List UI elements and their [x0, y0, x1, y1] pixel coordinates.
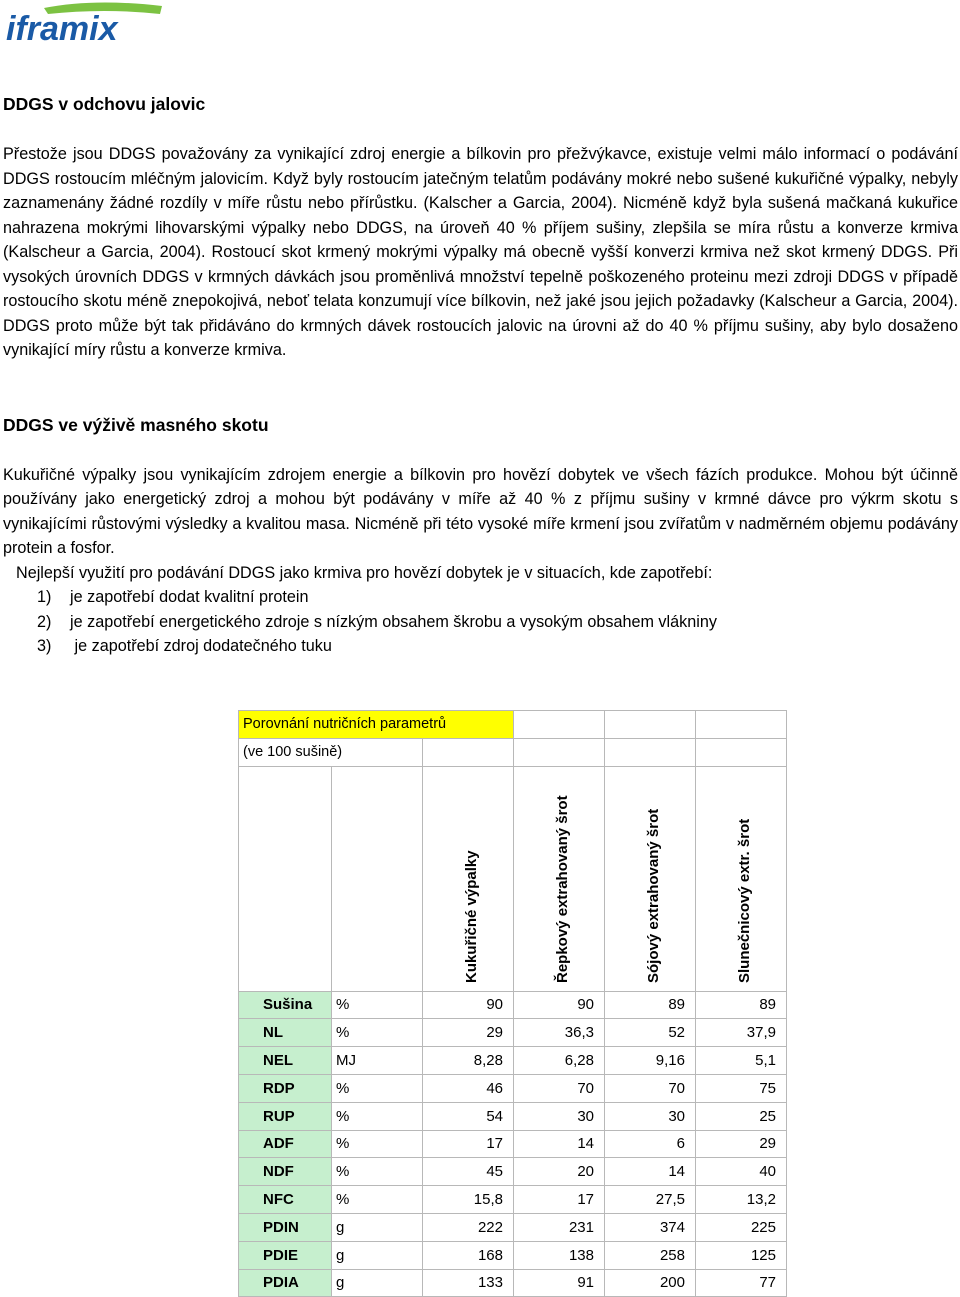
- cell-value: 37,9: [696, 1019, 787, 1047]
- cell-value: 30: [514, 1102, 605, 1130]
- cell-value: 258: [605, 1241, 696, 1269]
- column-header: Sójový extrahovaný šrot: [605, 766, 696, 991]
- table-row: [239, 1047, 787, 1075]
- row-name: ADF: [239, 1130, 332, 1158]
- cell-value: 27,5: [605, 1186, 696, 1214]
- cell-value: 29: [696, 1130, 787, 1158]
- row-unit: %: [332, 1130, 423, 1158]
- cell-value: 6: [605, 1130, 696, 1158]
- cell-value: 6,28: [514, 1047, 605, 1075]
- cell-value: 91: [514, 1269, 605, 1297]
- row-name: PDIN: [239, 1213, 332, 1241]
- cell-value: 5,1: [696, 1047, 787, 1075]
- section2-title: DDGS ve výživě masného skotu: [3, 414, 269, 435]
- row-unit: %: [332, 1158, 423, 1186]
- table-row: [239, 1074, 787, 1102]
- row-name: NFC: [239, 1186, 332, 1214]
- company-logo: [4, 2, 164, 46]
- list-text: je zapotřebí dodat kvalitní protein: [70, 588, 309, 606]
- cell-value: 15,8: [423, 1186, 514, 1214]
- list-text: je zapotřebí zdroj dodatečného tuku: [70, 637, 332, 655]
- row-name: RDP: [239, 1074, 332, 1102]
- cell-value: 20: [514, 1158, 605, 1186]
- list-item: [37, 634, 958, 659]
- cell-value: 14: [514, 1130, 605, 1158]
- section2-intro: Nejlepší využití pro podávání DDGS jako krmiva pro hovězí dobytek je v situacích, kde zapotřebí:: [16, 563, 713, 582]
- cell-value: 225: [696, 1213, 787, 1241]
- cell-value: 89: [605, 991, 696, 1019]
- row-unit: %: [332, 1019, 423, 1047]
- list-number: 2): [37, 612, 52, 631]
- column-header: Řepkový extrahovaný šrot: [514, 766, 605, 991]
- cell-value: 54: [423, 1102, 514, 1130]
- cell-value: 14: [605, 1158, 696, 1186]
- row-unit: g: [332, 1269, 423, 1297]
- row-name: NEL: [239, 1047, 332, 1075]
- row-name: RUP: [239, 1102, 332, 1130]
- table-row: [239, 991, 787, 1019]
- row-unit: g: [332, 1241, 423, 1269]
- row-unit: g: [332, 1213, 423, 1241]
- cell-value: 90: [423, 991, 514, 1019]
- row-name: Sušina: [239, 991, 332, 1019]
- table-row: [239, 1102, 787, 1130]
- cell-value: 133: [423, 1269, 514, 1297]
- cell-value: 52: [605, 1019, 696, 1047]
- cell-value: 29: [423, 1019, 514, 1047]
- nutrition-table-image: [238, 710, 960, 1292]
- list-number: 3): [37, 637, 52, 655]
- cell-value: 8,28: [423, 1047, 514, 1075]
- table-title: Porovnání nutričních parametrů: [239, 711, 514, 739]
- column-header: Kukuřičné výpalky: [423, 766, 514, 991]
- row-name: PDIE: [239, 1241, 332, 1269]
- cell-value: 70: [605, 1074, 696, 1102]
- cell-value: 168: [423, 1241, 514, 1269]
- section2-paragraph: Kukuřičné výpalky jsou vynikajícím zdrojem energie a bílkovin pro hovězí dobytek ve všech fázích produkce. Mohou být účinně používány jako energetický zdroj a mohou být podávány v míře až 40 % z příjmu sušiny v krmné dávce pro výkrm skotu s vynikajícími růstovými výsledky a kvalitou masa. Nicméně při této vysoké míře krmení jsou zvířatům v nadměrném objemu podávány protein a fosfor.: [3, 465, 958, 557]
- table-subtitle: (ve 100 sušině): [239, 738, 423, 766]
- cell-value: 25: [696, 1102, 787, 1130]
- table-row: [239, 1158, 787, 1186]
- cell-value: 89: [696, 991, 787, 1019]
- cell-value: 70: [514, 1074, 605, 1102]
- cell-value: 90: [514, 991, 605, 1019]
- row-unit: %: [332, 1186, 423, 1214]
- section1-title: DDGS v odchovu jalovic: [3, 94, 206, 114]
- requirements-list: [3, 585, 958, 659]
- cell-value: 222: [423, 1213, 514, 1241]
- cell-value: 125: [696, 1241, 787, 1269]
- column-header: Slunečnicový extr. šrot: [696, 766, 787, 991]
- row-unit: MJ: [332, 1047, 423, 1075]
- cell-value: 17: [514, 1186, 605, 1214]
- row-name: NL: [239, 1019, 332, 1047]
- cell-value: 17: [423, 1130, 514, 1158]
- table-row: [239, 1269, 787, 1297]
- logo-text: iframix: [6, 10, 118, 46]
- cell-value: 9,16: [605, 1047, 696, 1075]
- table-row: [239, 1213, 787, 1241]
- section1-paragraph: Přestože jsou DDGS považovány za vynikající zdroj energie a bílkovin pro přežvýkavce, existuje velmi málo informací o podávání DDGS rostoucím mléčným jalovicím. Když byly rostoucím jatečným telatům podávány mokré nebo sušené kukuřičné výpalky, nebyly zaznamenány žádné rozdíly v míře růstu nebo přírůstku. (Kalscher a Garcia, 2004). Nicméně když byla sušená mačkaná kukuřice nahrazena mokrými lihovarskými výpalky nebo DDGS, na úroveň 40 % příjem sušiny, zlepšila se míra růstu a konverze krmiva (Kalscheur a Garcia, 2004). Rostoucí skot krmený mokrými výpalky má obecně vyšší konverzi krmiva než skot krmený DDGS. Při vysokých úrovních DDGS v krmných dávkách jsou proměnlivá množství tepelně poškozeného proteinu mezi zdroji DDGS v případě rostoucího skotu méně znepokojivá, neboť telata konzumují více bílkovin, než jaké jsou jejich požadavky (Kalscheur a Garcia, 2004). DDGS proto může být tak přidáváno do krmných dávek rostoucích jalovic na úrovni až do 40 % příjmu sušiny, aby bylo dosaženo vynikající míry růstu a konverze krmiva.: [3, 145, 958, 359]
- list-item: [37, 585, 958, 610]
- cell-value: 374: [605, 1213, 696, 1241]
- cell-value: 46: [423, 1074, 514, 1102]
- list-number: 1): [37, 588, 52, 606]
- cell-value: 75: [696, 1074, 787, 1102]
- row-unit: %: [332, 1074, 423, 1102]
- list-item: [37, 610, 958, 635]
- cell-value: 138: [514, 1241, 605, 1269]
- cell-value: 40: [696, 1158, 787, 1186]
- table-row: [239, 1130, 787, 1158]
- cell-value: 200: [605, 1269, 696, 1297]
- cell-value: 45: [423, 1158, 514, 1186]
- table-row: [239, 1019, 787, 1047]
- cell-value: 36,3: [514, 1019, 605, 1047]
- cell-value: 77: [696, 1269, 787, 1297]
- row-name: PDIA: [239, 1269, 332, 1297]
- row-name: NDF: [239, 1158, 332, 1186]
- row-unit: %: [332, 1102, 423, 1130]
- row-unit: %: [332, 991, 423, 1019]
- cell-value: 30: [605, 1102, 696, 1130]
- table-row: [239, 1186, 787, 1214]
- cell-value: 13,2: [696, 1186, 787, 1214]
- list-text: je zapotřebí energetického zdroje s nízkým obsahem škrobu a vysokým obsahem vlákniny: [70, 612, 717, 631]
- cell-value: 231: [514, 1213, 605, 1241]
- nutrition-table: [238, 710, 787, 1297]
- table-row: [239, 1241, 787, 1269]
